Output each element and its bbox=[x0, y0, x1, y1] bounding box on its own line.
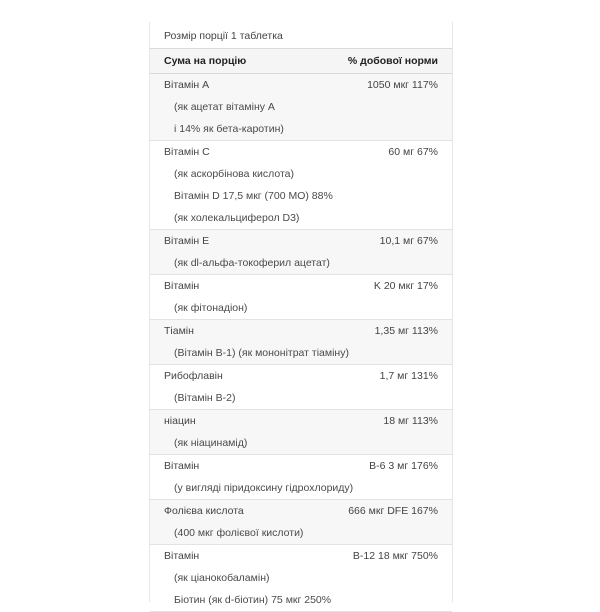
nutrient-group bbox=[150, 455, 452, 500]
nutrient-value: 666 мкг DFE 167% bbox=[348, 505, 438, 517]
nutrient-name: Вітамін D 17,5 мкг (700 МО) 88% bbox=[174, 190, 333, 202]
nutrient-group bbox=[150, 320, 452, 365]
nutrient-name: (як холекальциферол D3) bbox=[174, 212, 300, 224]
header-amount: Сума на порцію bbox=[164, 55, 247, 67]
header-daily-value: % добової норми bbox=[347, 55, 438, 67]
nutrient-detail-row bbox=[150, 118, 452, 140]
nutrient-name: (як ацетат вітаміну А bbox=[174, 101, 275, 113]
nutrient-detail-row bbox=[150, 477, 452, 499]
nutrient-group bbox=[150, 410, 452, 455]
nutrient-group bbox=[150, 74, 452, 141]
nutrient-value: B-6 3 мг 176% bbox=[369, 460, 438, 472]
nutrient-name: Вітамін bbox=[164, 460, 200, 472]
nutrient-detail-row bbox=[150, 207, 452, 229]
nutrient-name: (як фітонадіон) bbox=[174, 302, 248, 314]
nutrient-name: Біотин (як d-біотин) 75 мкг 250% bbox=[174, 594, 332, 606]
nutrient-value: K 20 мкг 17% bbox=[373, 280, 438, 292]
nutrient-detail-row bbox=[150, 342, 452, 364]
nutrient-detail-row bbox=[150, 163, 452, 185]
nutrient-value: 1,35 мг 113% bbox=[374, 325, 438, 337]
nutrient-row bbox=[150, 230, 452, 252]
nutrient-table bbox=[150, 48, 452, 612]
nutrient-groups bbox=[150, 74, 452, 612]
nutrient-value: B-12 18 мкг 750% bbox=[352, 550, 438, 562]
nutrient-name: Рибофлавін bbox=[164, 370, 223, 382]
nutrient-name: Вітамін E bbox=[164, 235, 210, 247]
nutrient-name: Вітамін bbox=[164, 550, 200, 562]
nutrient-value: 1050 мкг 117% bbox=[367, 79, 438, 91]
nutrient-name: ніацин bbox=[164, 415, 196, 427]
nutrient-name: Фолієва кислота bbox=[164, 505, 244, 517]
nutrient-detail-row bbox=[150, 297, 452, 319]
nutrient-row bbox=[150, 410, 452, 432]
nutrient-name: (як dl-альфа-токоферил ацетат) bbox=[174, 257, 330, 269]
nutrient-name: Вітамін bbox=[164, 280, 200, 292]
nutrient-name: (як ціанокобаламін) bbox=[174, 572, 270, 584]
nutrient-group bbox=[150, 365, 452, 410]
nutrient-row bbox=[150, 545, 452, 567]
nutrient-row bbox=[150, 141, 452, 163]
nutrient-value: 1,7 мг 131% bbox=[379, 370, 438, 382]
nutrient-name: (Вітамін B-1) (як мононітрат тіаміну) bbox=[174, 347, 349, 359]
nutrient-value: 18 мг 113% bbox=[383, 415, 438, 427]
nutrient-detail-row bbox=[150, 387, 452, 409]
nutrient-detail-row bbox=[150, 185, 452, 207]
nutrient-name: (як ніацинамід) bbox=[174, 437, 248, 449]
nutrient-detail-row bbox=[150, 252, 452, 274]
nutrient-name: і 14% як бета-каротин) bbox=[174, 123, 284, 135]
nutrient-group bbox=[150, 500, 452, 545]
nutrient-group bbox=[150, 230, 452, 275]
nutrient-detail-row bbox=[150, 96, 452, 118]
nutrient-name: Вітамін A bbox=[164, 79, 210, 91]
nutrient-row bbox=[150, 275, 452, 297]
nutrient-row bbox=[150, 320, 452, 342]
nutrient-name: (як аскорбінова кислота) bbox=[174, 168, 294, 180]
nutrient-name: (Вітамін B-2) bbox=[174, 392, 236, 404]
nutrient-group bbox=[150, 275, 452, 320]
nutrient-name: Вітамін C bbox=[164, 146, 210, 158]
supplement-facts-panel bbox=[149, 22, 453, 606]
nutrient-detail-row bbox=[150, 522, 452, 544]
nutrient-row bbox=[150, 74, 452, 96]
nutrient-value: 10,1 мг 67% bbox=[379, 235, 438, 247]
nutrient-group bbox=[150, 545, 452, 612]
nutrient-name: (у вигляді піридоксину гідрохлориду) bbox=[174, 482, 354, 494]
nutrient-detail-row bbox=[150, 589, 452, 611]
nutrient-row bbox=[150, 455, 452, 477]
nutrient-detail-row bbox=[150, 567, 452, 589]
serving-size: Розмір порції 1 таблетка bbox=[164, 30, 283, 42]
nutrient-row bbox=[150, 365, 452, 387]
nutrient-group bbox=[150, 141, 452, 230]
nutrient-name: (400 мкг фолієвої кислоти) bbox=[174, 527, 304, 539]
nutrient-name: Тіамін bbox=[164, 325, 194, 337]
nutrient-value: 60 мг 67% bbox=[388, 146, 438, 158]
table-header bbox=[150, 49, 452, 74]
nutrient-row bbox=[150, 500, 452, 522]
nutrient-detail-row bbox=[150, 432, 452, 454]
